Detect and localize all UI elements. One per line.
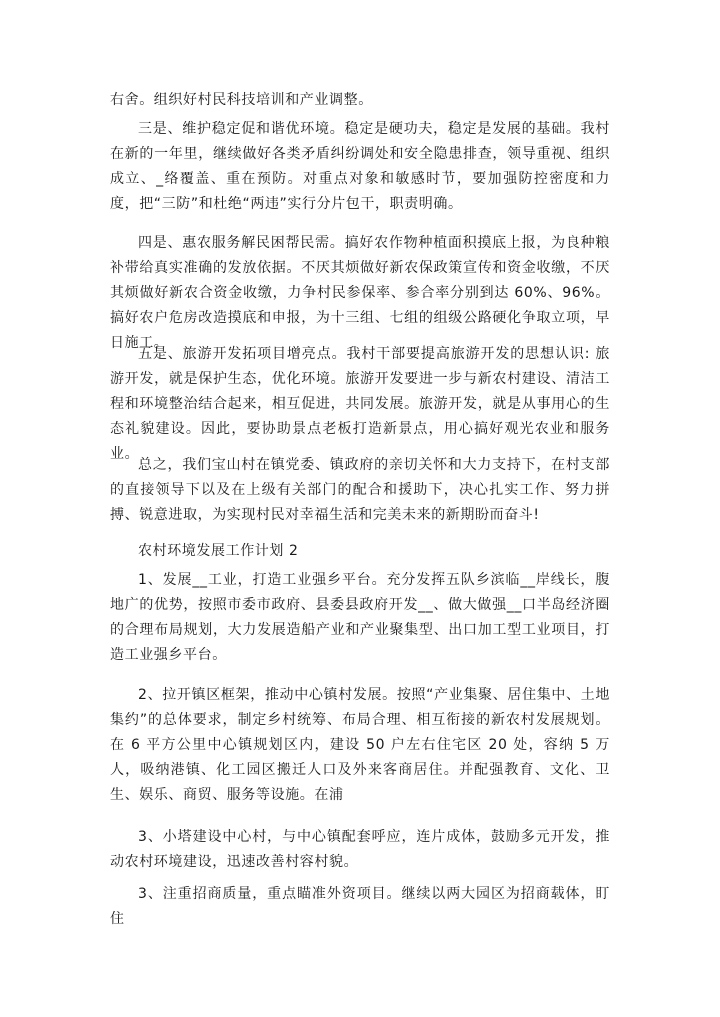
paragraph-6: 1、发展__工业，打造工业强乡平台。充分发挥五队乡滨临__岸线长，腹地广的优势，按照市委市政府、县委县政府开发__、做大做强__口半岛经济圈的合理布局规划，大力发展造船产业和产业聚集型、出口加工型工业项目，打造工业强乡平台。: [110, 572, 610, 663]
paragraph-7: 2、拉开镇区框架，推动中心镇村发展。按照“产业集聚、居住集中、土地集约”的总体要求，制定乡村统筹、布局合理、相互衔接的新农村发展规划。在 6 平方公里中心镇规划区内，建设 50 户左右住宅区 20 处，容纳 5 万人，吸纳港镇、化工园区搬迁人口及外来客商居住。并配强教育、文化、卫生、娱乐、商贸、服务等设施。在浦: [110, 687, 610, 803]
paragraph-4: 五是、旅游开发拓项目增亮点。我村干部要提高旅游开发的思想认识: 旅游开发，就是保护生态，优化环境。旅游开发要进一步与新农村建设、清洁工程和环境整治结合起来，相互促进，共同发展。旅游开发，就是从事用心的生态礼貌建设。因此，要协助景点老板打造新景点，用心搞好观光农业和服务业。: [110, 346, 610, 462]
paragraph-5: 总之，我们宝山村在镇党委、镇政府的亲切关怀和大力支持下，在村支部的直接领导下以及在上级有关部门的配合和援助下，决心扎实工作、努力拼搏、锐意进取，为实现村民对幸福生活和完美未来的新期盼而奋斗!: [110, 457, 610, 523]
section-title: 农村环境发展工作计划 2: [138, 543, 299, 559]
paragraph-3: 四是、惠农服务解民困帮民需。搞好农作物种植面积摸底上报，为良种粮补带给真实准确的发放依据。不厌其烦做好新农保政策宣传和资金收缴，不厌其烦做好新农合资金收缴，力争村民参保率、参合率分别到达 60%、96%。搞好农户危房改造摸底和申报，为十三组、七组的组级公路硬化争取立项，早日施工。: [110, 235, 610, 351]
paragraph-9: 3、注重招商质量，重点瞄准外资项目。继续以两大园区为招商载体，盯住: [110, 886, 610, 927]
paragraph-1: 右舍。组织好村民科技培训和产业调整。: [110, 92, 373, 108]
paragraph-8: 3、小塔建设中心村，与中心镇配套呼应，连片成体，鼓励多元开发，推动农村环境建设，迅速改善村容村貌。: [110, 829, 610, 870]
paragraph-2: 三是、维护稳定促和谐优环境。稳定是硬功夫，稳定是发展的基础。我村在新的一年里，继续做好各类矛盾纠纷调处和安全隐患排查，领导重视、组织成立、_络覆盖、重在预防。对重点对象和敏感时节，要加强防控密度和力度，把“三防”和杜绝“两违”实行分片包干，职责明确。: [110, 121, 610, 212]
